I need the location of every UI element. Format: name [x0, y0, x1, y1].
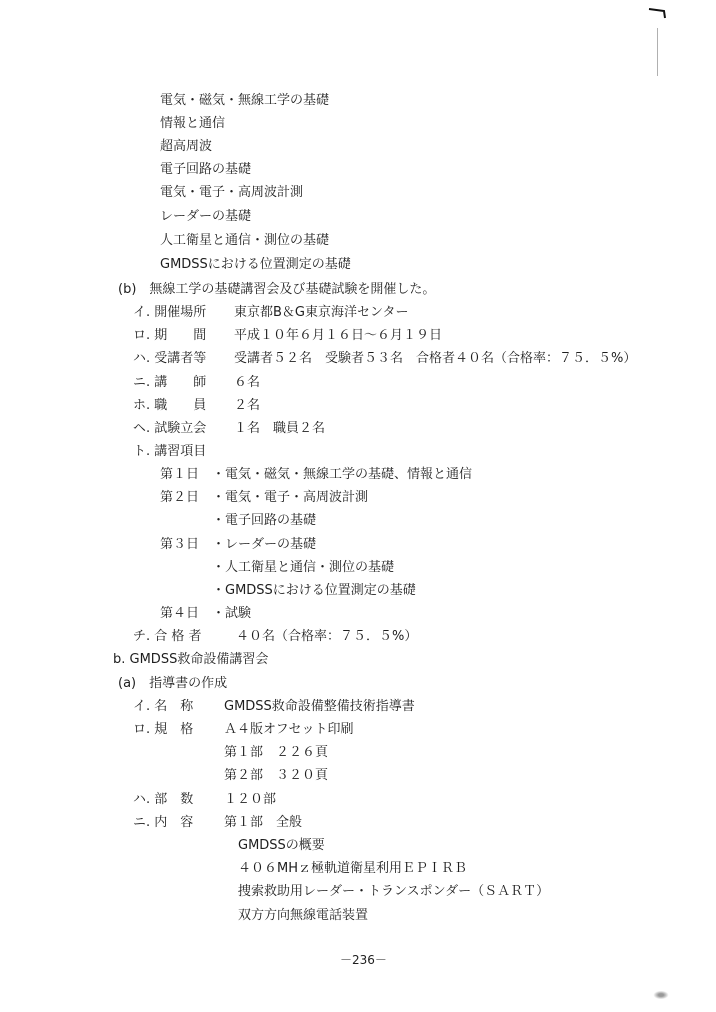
contents-item: 捜索救助用レーダー・トランスポンダー（ＳＡＲＴ） — [238, 884, 550, 899]
scan-corner-mark — [648, 4, 668, 24]
observers-value: １名 職員２名 — [234, 421, 326, 436]
name-label: イ. 名 称 — [133, 699, 194, 714]
scan-edge-line — [657, 28, 658, 76]
list-top-item: 情報と通信 — [160, 116, 226, 131]
day2-item: ・電気・電子・高周波計測 — [212, 490, 369, 505]
contents-part: 第１部 全般 — [224, 815, 303, 830]
section-b-heading: (b) 無線工学の基礎講習会及び基礎試験を開催した。 — [118, 282, 436, 297]
day3-item: ・GMDSSにおける位置測定の基礎 — [212, 583, 416, 598]
day2-label: 第２日 — [160, 490, 200, 505]
day4-label: 第４日 — [160, 606, 200, 621]
day2-item: ・電子回路の基礎 — [212, 513, 317, 528]
observers-label: ヘ. 試験立会 — [133, 421, 207, 436]
list-top-item: GMDSSにおける位置測定の基礎 — [160, 257, 351, 272]
period-value: 平成１０年６月１６日～６月１９日 — [234, 328, 443, 343]
staff-value: ２名 — [234, 398, 261, 413]
contents-item: GMDSSの概要 — [238, 838, 325, 853]
list-top-item: レーダーの基礎 — [160, 209, 252, 224]
day1-item: ・電気・磁気・無線工学の基礎、情報と通信 — [212, 467, 473, 482]
passers-label: チ. 合 格 者 — [133, 629, 202, 644]
day1-label: 第１日 — [160, 467, 200, 482]
spec-label: ロ. 規 格 — [133, 722, 194, 737]
list-top-item: 電子回路の基礎 — [160, 162, 252, 177]
list-top-item: 電気・電子・高周波計測 — [160, 185, 304, 200]
contents-label: ニ. 内 容 — [133, 815, 194, 830]
venue-value: 東京都B＆G東京海洋センター — [234, 305, 409, 320]
lecturers-label: ニ. 講 師 — [133, 375, 207, 390]
copies-value: １２０部 — [224, 792, 277, 807]
list-top-item: 超高周波 — [160, 139, 213, 154]
day3-item: ・人工衛星と通信・測位の基礎 — [212, 560, 395, 575]
day3-item: ・レーダーの基礎 — [212, 537, 317, 552]
name-value: GMDSS救命設備整備技術指導書 — [224, 699, 415, 714]
venue-label: イ. 開催場所 — [133, 305, 207, 320]
participants-label: ハ. 受講者等 — [133, 351, 207, 366]
day3-label: 第３日 — [160, 537, 200, 552]
scan-speck — [652, 990, 670, 1000]
copies-label: ハ. 部 数 — [133, 792, 194, 807]
section-b2-subheading: (a) 指導書の作成 — [118, 676, 228, 691]
spec-value: Ａ４版オフセット印刷 — [224, 722, 354, 737]
day4-item: ・試験 — [212, 606, 252, 621]
page-number: －236－ — [340, 953, 387, 967]
passers-value: ４０名（合格率：７５．５%） — [236, 629, 418, 644]
contents-item: 双方方向無線電話装置 — [238, 908, 369, 923]
items-label: ト. 講習項目 — [133, 444, 207, 459]
list-top-item: 人工衛星と通信・測位の基礎 — [160, 233, 330, 248]
staff-label: ホ. 職 員 — [133, 398, 207, 413]
contents-item: ４０６MHｚ極軌道衛星利用ＥＰＩＲＢ — [238, 861, 467, 876]
participants-value: 受講者５２名 受験者５３名 合格者４０名（合格率：７５．５%） — [234, 351, 637, 366]
list-top-item: 電気・磁気・無線工学の基礎 — [160, 93, 330, 108]
part2-pages: 第２部 ３２０頁 — [224, 768, 329, 783]
period-label: ロ. 期 間 — [133, 328, 207, 343]
part1-pages: 第１部 ２２６頁 — [224, 745, 329, 760]
section-b2-heading: b. GMDSS救命設備講習会 — [113, 652, 269, 667]
lecturers-value: ６名 — [234, 375, 261, 390]
